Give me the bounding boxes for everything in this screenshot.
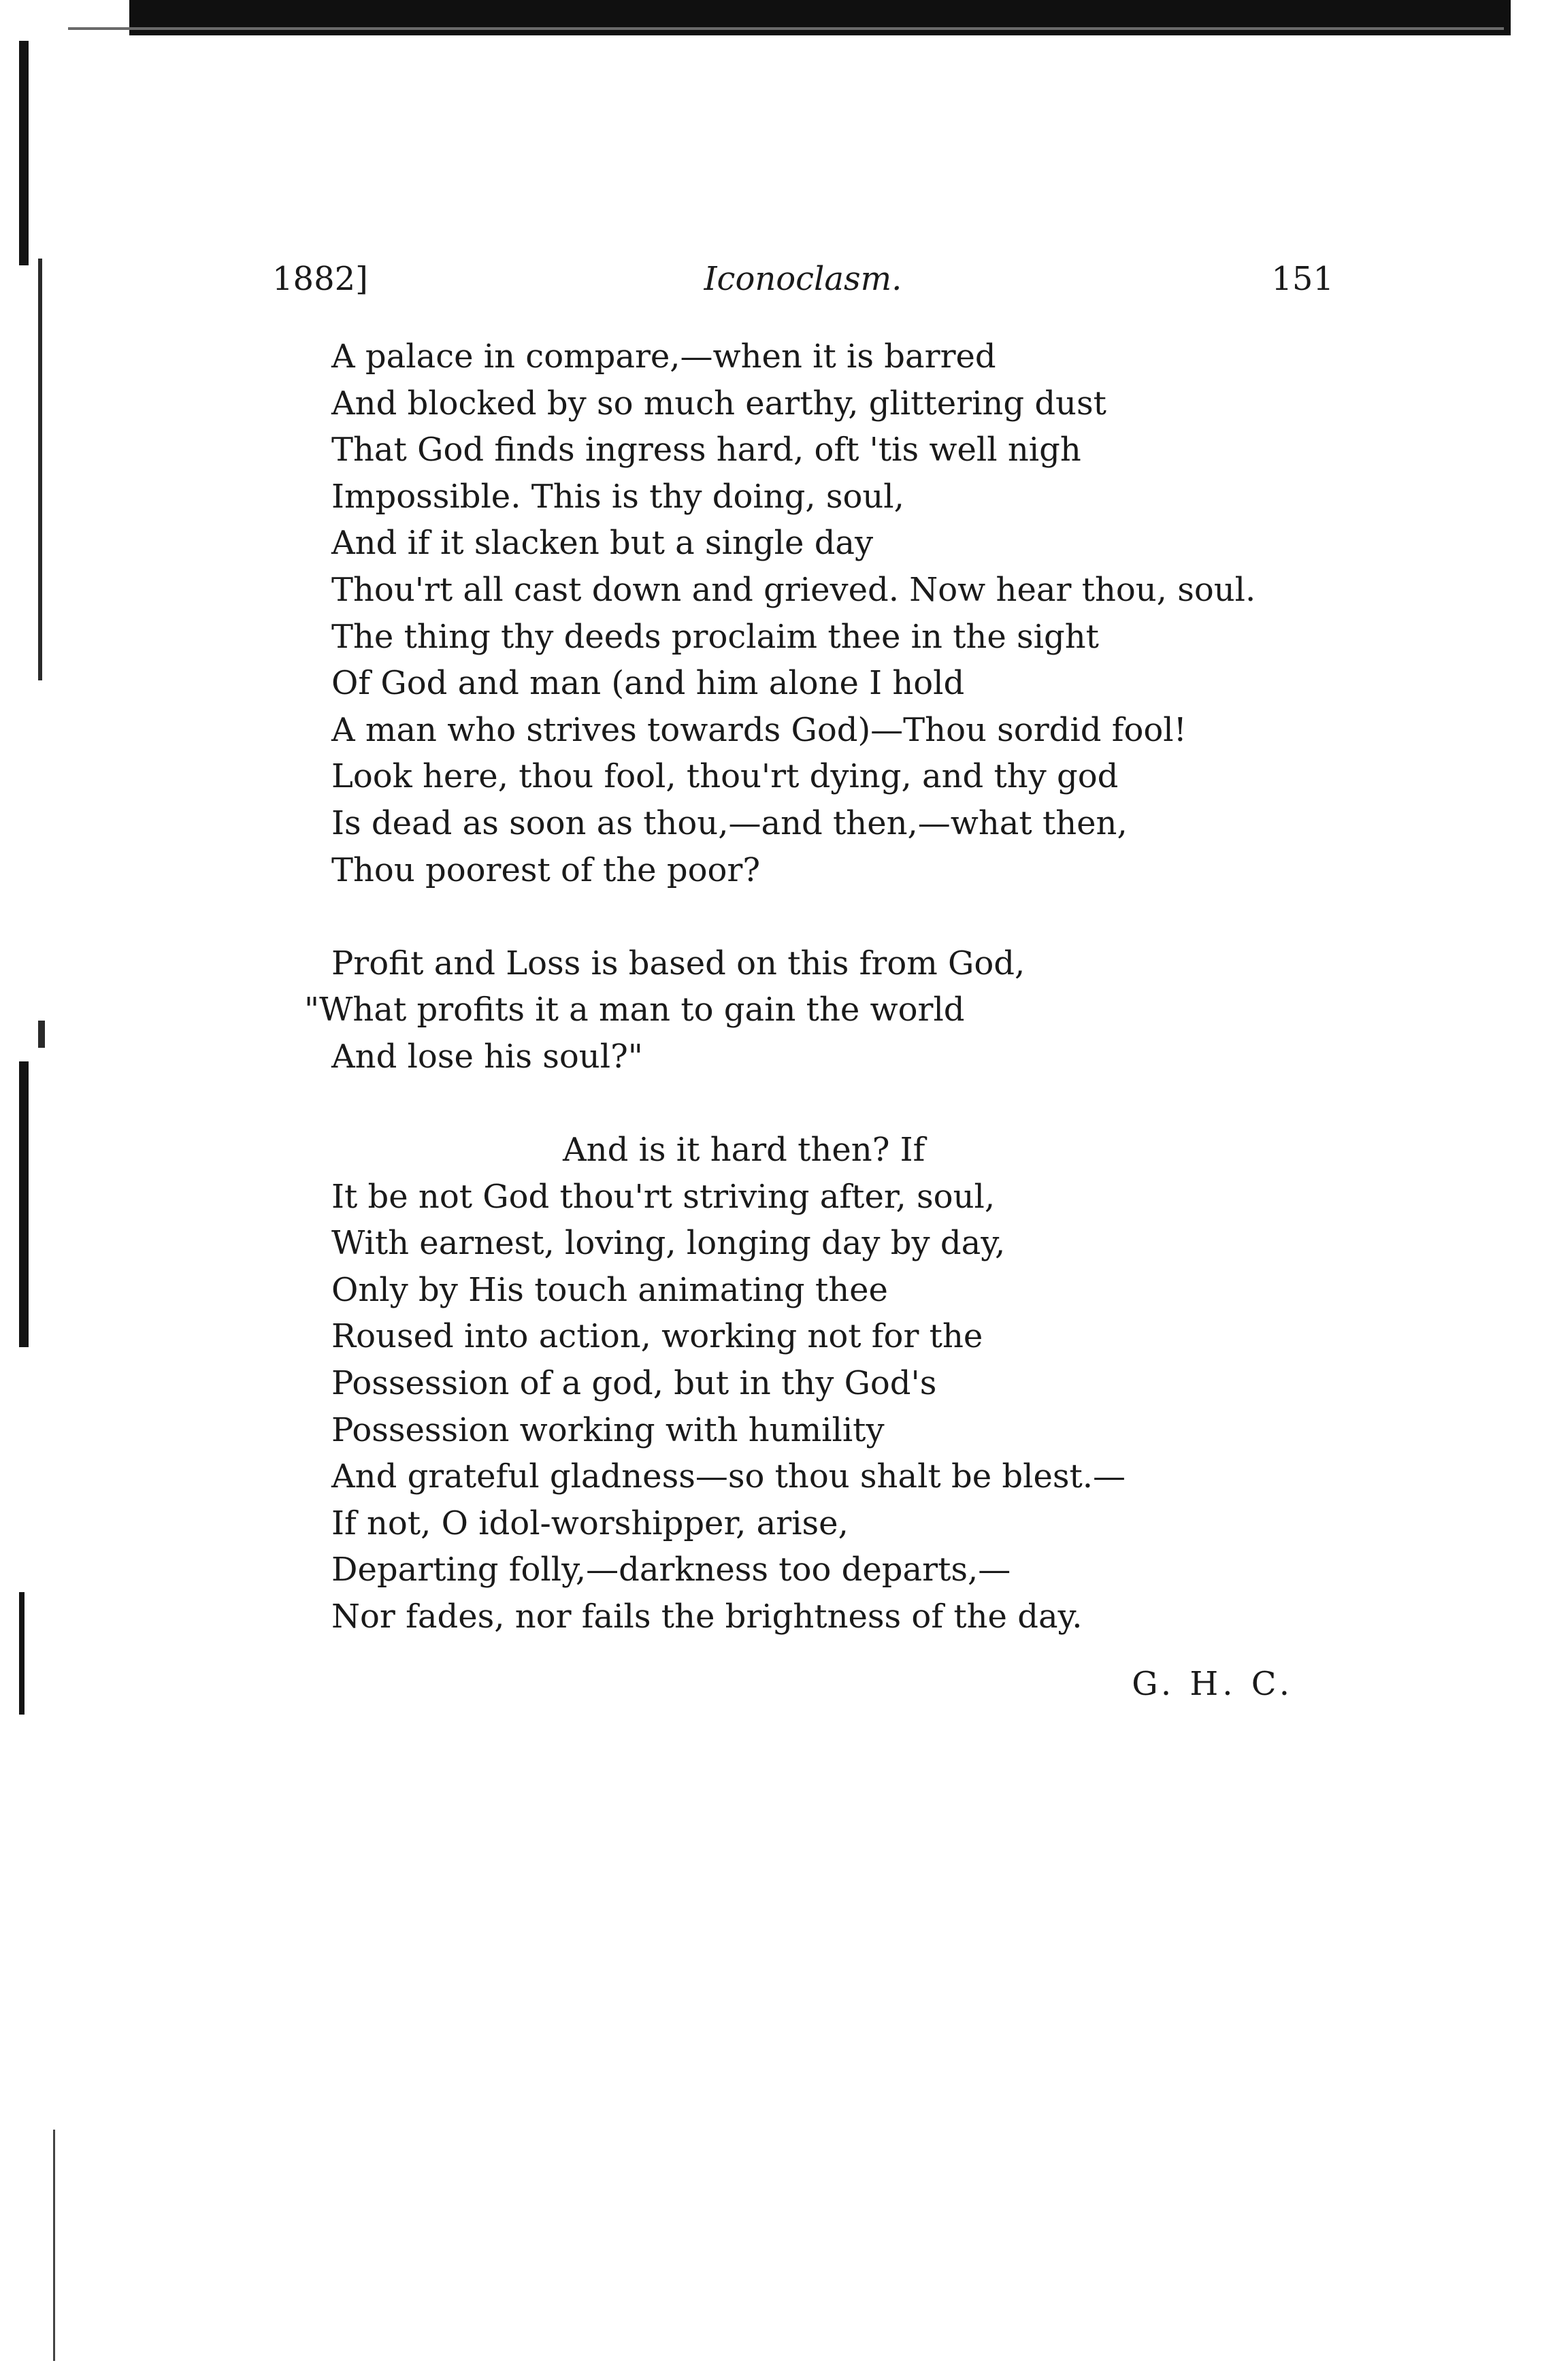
- scan-dash: [53, 2130, 55, 2361]
- poem-line: Departing folly,—darkness too departs,—: [331, 1551, 1011, 1589]
- poem-line: With earnest, loving, longing day by day,: [331, 1224, 1006, 1263]
- poem-line: Thou poorest of the poor?: [331, 850, 761, 889]
- poem-line: And grateful gladness—so thou shalt be blest.—: [331, 1457, 1126, 1496]
- scan-edge-mark: [19, 1061, 29, 1347]
- stanza-gap: [331, 1080, 1352, 1127]
- poem-line: Of God and man (and him alone I hold: [331, 664, 965, 703]
- poem-line: That God finds ingress hard, oft 'tis well nigh: [331, 431, 1081, 469]
- poem-line: Roused into action, working not for the: [331, 1317, 983, 1356]
- poem-line: Profit and Loss is based on this from God,: [331, 944, 1025, 982]
- poem-line: The thing thy deeds proclaim thee in the sight: [331, 617, 1099, 656]
- poem-line: If not, O idol-worshipper, arise,: [331, 1504, 849, 1542]
- poem-line: Is dead as soon as thou,—and then,—what then,: [331, 804, 1128, 842]
- scan-speck: [38, 1021, 45, 1048]
- poem-line: And lose his soul?": [331, 1037, 643, 1076]
- running-head-year: 1882]: [272, 260, 368, 298]
- poem-line: Only by His touch animating thee: [331, 1270, 888, 1309]
- scan-edge-mark: [19, 41, 29, 265]
- stanza: [304, 940, 1352, 1080]
- poem-line: And if it slacken but a single day: [331, 524, 874, 563]
- poem-line: Possession working with humility: [331, 1410, 885, 1449]
- scan-speck: [38, 259, 42, 680]
- page-number: 151: [1271, 260, 1334, 298]
- stanza: [331, 1127, 1352, 1640]
- poem-line: Thou'rt all cast down and grieved. Now hear thou, soul.: [331, 570, 1256, 609]
- poem-line: A man who strives towards God)—Thou sordid fool!: [331, 710, 1187, 749]
- poem-line: Look here, thou fool, thou'rt dying, and thy god: [331, 757, 1119, 796]
- poem-line: Impossible. This is thy doing, soul,: [331, 477, 904, 516]
- poem-line: "What profits it a man to gain the world: [304, 991, 965, 1029]
- author-signature: G. H. C.: [1132, 1665, 1294, 1703]
- stanza-gap: [331, 893, 1352, 940]
- poem-line: Nor fades, nor fails the brightness of the day.: [331, 1598, 1083, 1636]
- poem-line: And is it hard then? If: [563, 1131, 925, 1170]
- poem-line: It be not God thou'rt striving after, soul,: [331, 1177, 996, 1216]
- poem-line: A palace in compare,—when it is barred: [331, 337, 996, 376]
- poem-body: [304, 333, 1352, 1640]
- poem-line: And blocked by so much earthy, glittering dust: [331, 384, 1106, 423]
- stanza: [331, 333, 1352, 893]
- running-head: [272, 259, 1334, 299]
- poem-line: Possession of a god, but in thy God's: [331, 1364, 937, 1403]
- top-border-shadow: [68, 27, 1504, 30]
- scan-edge-mark: [19, 1592, 24, 1715]
- top-border-rule: [129, 0, 1511, 35]
- running-head-title: Iconoclasm.: [704, 260, 902, 298]
